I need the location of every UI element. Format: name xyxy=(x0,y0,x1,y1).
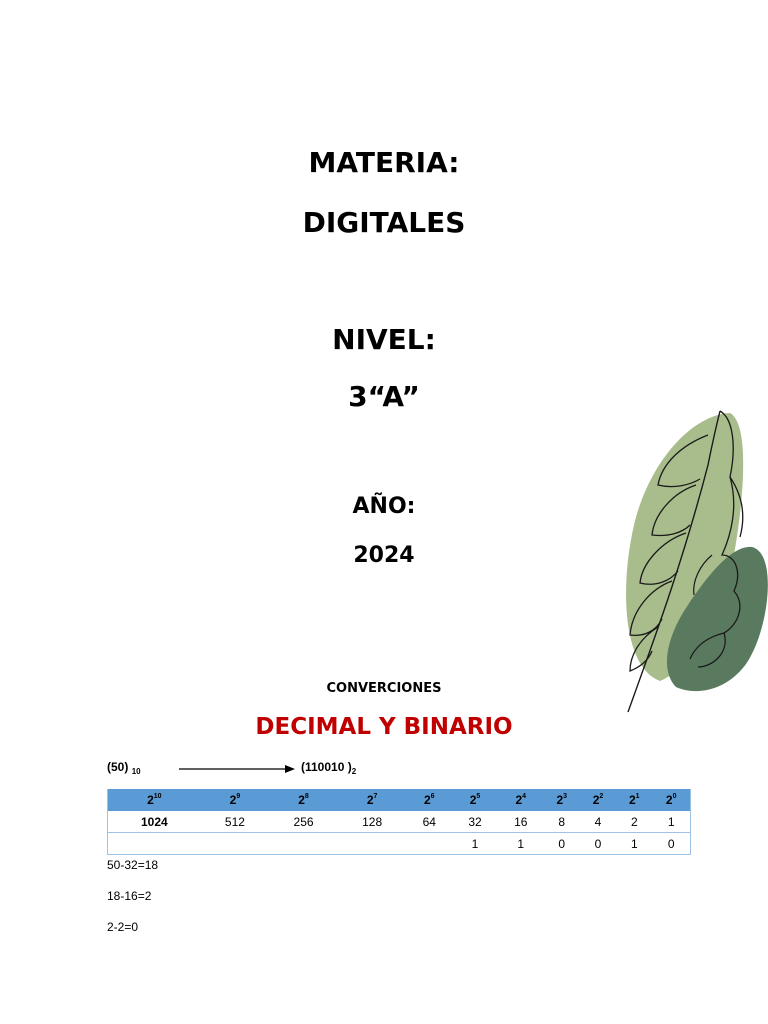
power-cell: $2^3$ xyxy=(544,789,580,811)
power-cell: $2^5$ xyxy=(452,789,498,811)
value-cell: 32 xyxy=(452,811,498,833)
bit-cell: 1 xyxy=(498,833,544,855)
decimal-value: (50) $_{10}$ xyxy=(107,760,141,776)
operations-list xyxy=(107,858,158,951)
bit-cell: 1 xyxy=(452,833,498,855)
power-cell: $2^2$ xyxy=(580,789,616,811)
anio-value: 2024 xyxy=(353,543,415,568)
table-row-bits xyxy=(108,833,691,855)
value-cell: 1 xyxy=(652,811,690,833)
power-cell: $2^7$ xyxy=(338,789,407,811)
section-subtitle: CONVERCIONES xyxy=(326,681,442,696)
power-cell: $2^9$ xyxy=(201,789,270,811)
nivel-value: 3“A” xyxy=(348,380,420,413)
value-cell: 4 xyxy=(580,811,616,833)
power-cell: $2^6$ xyxy=(406,789,452,811)
value-cell: 512 xyxy=(201,811,270,833)
conversion-line xyxy=(107,760,407,780)
value-cell: 256 xyxy=(269,811,338,833)
bit-cell: 0 xyxy=(580,833,616,855)
value-cell: 64 xyxy=(406,811,452,833)
value-cell: 1024 xyxy=(108,811,201,833)
bit-cell xyxy=(108,833,201,855)
materia-label: MATERIA: xyxy=(308,146,460,179)
operation-line: 18-16=2 xyxy=(107,889,152,903)
leaf-illustration xyxy=(612,405,768,717)
materia-value: DIGITALES xyxy=(302,206,466,239)
table-header-row xyxy=(108,789,691,811)
value-cell: 16 xyxy=(498,811,544,833)
operation-line: 50-32=18 xyxy=(107,858,159,872)
binary-value: (110010 )$_2$ xyxy=(301,760,357,776)
arrow-right-icon xyxy=(179,761,295,777)
binary-table xyxy=(107,789,691,855)
bit-cell: 0 xyxy=(652,833,690,855)
bit-cell xyxy=(406,833,452,855)
section-title: DECIMAL Y BINARIO xyxy=(255,714,513,740)
power-cell: $2^0$ xyxy=(652,789,690,811)
bit-cell: 0 xyxy=(544,833,580,855)
power-cell: $2^1$ xyxy=(616,789,652,811)
bit-cell xyxy=(338,833,407,855)
operation-line: 2-2=0 xyxy=(107,920,139,934)
value-cell: 128 xyxy=(338,811,407,833)
bit-cell xyxy=(269,833,338,855)
power-cell: $2^4$ xyxy=(498,789,544,811)
power-cell: $2^{10}$ xyxy=(108,789,201,811)
power-cell: $2^8$ xyxy=(269,789,338,811)
bit-cell xyxy=(201,833,270,855)
bit-cell: 1 xyxy=(616,833,652,855)
table-row-values xyxy=(108,811,691,833)
value-cell: 8 xyxy=(544,811,580,833)
nivel-label: NIVEL: xyxy=(332,323,436,356)
value-cell: 2 xyxy=(616,811,652,833)
anio-label: AÑO: xyxy=(352,494,416,519)
